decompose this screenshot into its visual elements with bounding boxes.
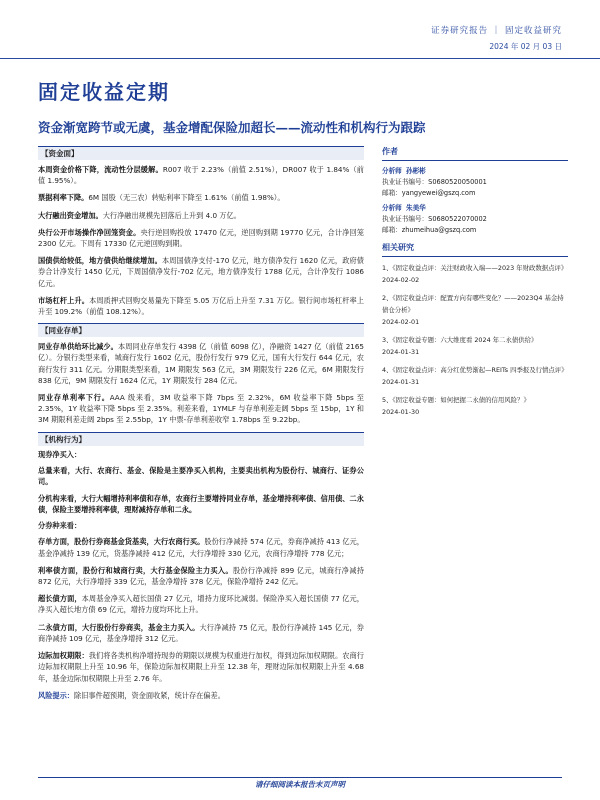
paragraph: 分机构来看，大行大幅增持利率债和存单，农商行主要增持同业存单，基金增持利率债、信用债、二永债，保险主要增持利率债，理财减持存单和二永。 xyxy=(38,494,364,515)
report-date: 2024 年 02 月 03 日 xyxy=(489,42,562,51)
paragraph: 边际加权期限：我们将各类机构净增持现券的期限以规模为权重进行加权，得到边际加权期限。农商行边际加权期限上升至 10.96 年，保险边际加权期限上升至 12.38 年，理财边际加权期限上升至 4.68 年，基金边际加权期限上升至 2.76 年。 xyxy=(38,651,364,683)
sidebar xyxy=(382,146,568,424)
main-column xyxy=(38,146,364,707)
related-title: 相关研究 xyxy=(382,242,568,257)
paragraph: 同业存单供给环比减少。本周同业存单发行 4398 亿（前值 6098 亿），净融资 1427 亿（前值 2165 亿）。分银行类型来看，城商行发行 1602 亿元，股份行发行 979 亿元，国有大行发行 644 亿元，农商行发行 311 亿元。分期限类型来看，1M 期限发 563 亿元，3M 期限发行 226 亿元，6M 期限发行 838 亿元，9M 期限发行 1624 亿元，1Y 期限发行 284 亿元。 xyxy=(38,342,364,385)
section-title-ncd: 【同业存单】 xyxy=(38,323,364,337)
paragraph: 大行融出资金增加。大行净融出规模先回落后上升到 4.0 万亿。 xyxy=(38,210,241,220)
related-item[interactable]: 4、《固定收益点评：高分红优势渐起—REITs 四季报及行情点评》 2024-01-31 xyxy=(382,366,568,386)
paragraph: 央行公开市场操作净回笼资金。央行逆回购投放 17470 亿元，逆回购到期 19770 亿元，合计净回笼 2300 亿元。下周有 17330 亿元逆回购到期。 xyxy=(38,227,364,249)
subheading: 分券种来看： xyxy=(38,521,82,531)
paragraph: 票据利率下降。6M 国股（无三农）转贴利率下降至 1.61%（前值 1.98%）。 xyxy=(38,193,285,203)
footer-disclaimer: 请仔细阅读本报告末页声明 xyxy=(38,777,562,792)
header-divider xyxy=(0,58,600,59)
section-title-funds: 【资金面】 xyxy=(38,146,364,160)
paragraph: 同业存单利率下行。AAA 级来看，3M 收益率下降 7bps 至 2.32%，6M 收益率下降 5bps 至 2.35%，1Y 收益率下降 5bps 至 2.35%。利差来看，1YMLF 与存单利差走阔 5bps 至 15bp，1Y 和 3M 期限利差走阔 2bps 至 2.55bp，1Y 中票-存单利差收窄 1.78bps 至 9.22bp。 xyxy=(38,393,364,425)
section-title-inst: 【机构行为】 xyxy=(38,432,364,446)
analyst-card: 分析师 孙彬彬 执业证书编号：S0680520050001 邮箱：yangyewei@gszq.com xyxy=(382,166,568,199)
paragraph: 市场杠杆上升。本周质押式回购交易量先下降至 5.05 万亿后上升至 7.31 万亿。银行间市场杠杆率上升至 109.2%（前值 108.12%）。 xyxy=(38,295,364,317)
risk-warning: 风险提示：除旧事件超预期，资金面收紧，统计存在偏差。 xyxy=(38,690,225,700)
report-category: 证券研究报告 ｜ 固定收益研究 xyxy=(431,26,562,36)
paragraph: 二永债方面，大行股份行券商卖，基金主力买入。大行净减持 75 亿元，股份行净减持 145 亿元，券商净减持 109 亿元，基金净增持 312 亿元。 xyxy=(38,622,364,643)
related-item[interactable]: 1、《固定收益点评：关注财政收入端——2023 年财政数据点评》 2024-02-02 xyxy=(382,264,568,284)
authors-title: 作者 xyxy=(382,146,568,161)
report-type-title: 固定收益定期 xyxy=(38,80,170,104)
analyst-email[interactable]: 邮箱：yangyewei@gszq.com xyxy=(382,189,476,197)
paragraph: 国债供给较低，地方债供给继续增加。本周国债净支付-170 亿元，地方债净发行 1620 亿元，政府债券合计净发行 1450 亿元，下周国债净发行-702 亿元，地方债净发行 1788 亿元，合计净发行 1086 亿元。 xyxy=(38,256,364,288)
paragraph: 本周资金价格下降，流动性分层缓解。R007 收于 2.23%（前值 2.51%），DR007 收于 1.84%（前值 1.95%）。 xyxy=(38,165,364,186)
related-item[interactable]: 5、《固定收益专题：如何把握二永债的信用风险？》 2024-01-30 xyxy=(382,396,530,416)
paragraph: 存单方面，股份行券商基金货基卖，大行农商行买。股份行净减持 574 亿元，券商净减持 413 亿元，基金净减持 139 亿元，货基净减持 412 亿元，大行净增持 330 亿元，农商行净增持 778 亿元； xyxy=(38,537,364,558)
analyst-card: 分析师 朱美华 执业证书编号：S0680522070002 邮箱：zhumeihua@gszq.com xyxy=(382,203,568,236)
analyst-email[interactable]: 邮箱：zhumeihua@gszq.com xyxy=(382,226,477,234)
related-item[interactable]: 2、《固定收益点评：配置方向有哪些变化？——2023Q4 基金持债仓分析》 2024-02-01 xyxy=(382,294,564,326)
headline: 资金渐宽跨节或无虞，基金增配保险加超长——流动性和机构行为跟踪 xyxy=(38,120,426,135)
paragraph: 超长债方面，本周基金净买入超长国债 27 亿元，增持力度环比减弱。保险净买入超长国债 77 亿元，净买入超长地方债 69 亿元，增持力度均环比上升。 xyxy=(38,594,364,615)
paragraph: 利率债方面，股份行和城商行卖，大行基金保险主力买入。股份行净减持 899 亿元，城商行净减持 872 亿元，大行净增持 339 亿元，基金净增持 378 亿元，保险净增持 242 亿元。 xyxy=(38,565,364,587)
subheading: 现券净买入： xyxy=(38,449,82,459)
related-item[interactable]: 3、《固定收益专题：六大维度看 2024 年二永债供给》 2024-01-31 xyxy=(382,336,538,356)
paragraph: 总量来看，大行、农商行、基金、保险是主要净买入机构，主要卖出机构为股份行、城商行、证券公司。 xyxy=(38,465,364,486)
